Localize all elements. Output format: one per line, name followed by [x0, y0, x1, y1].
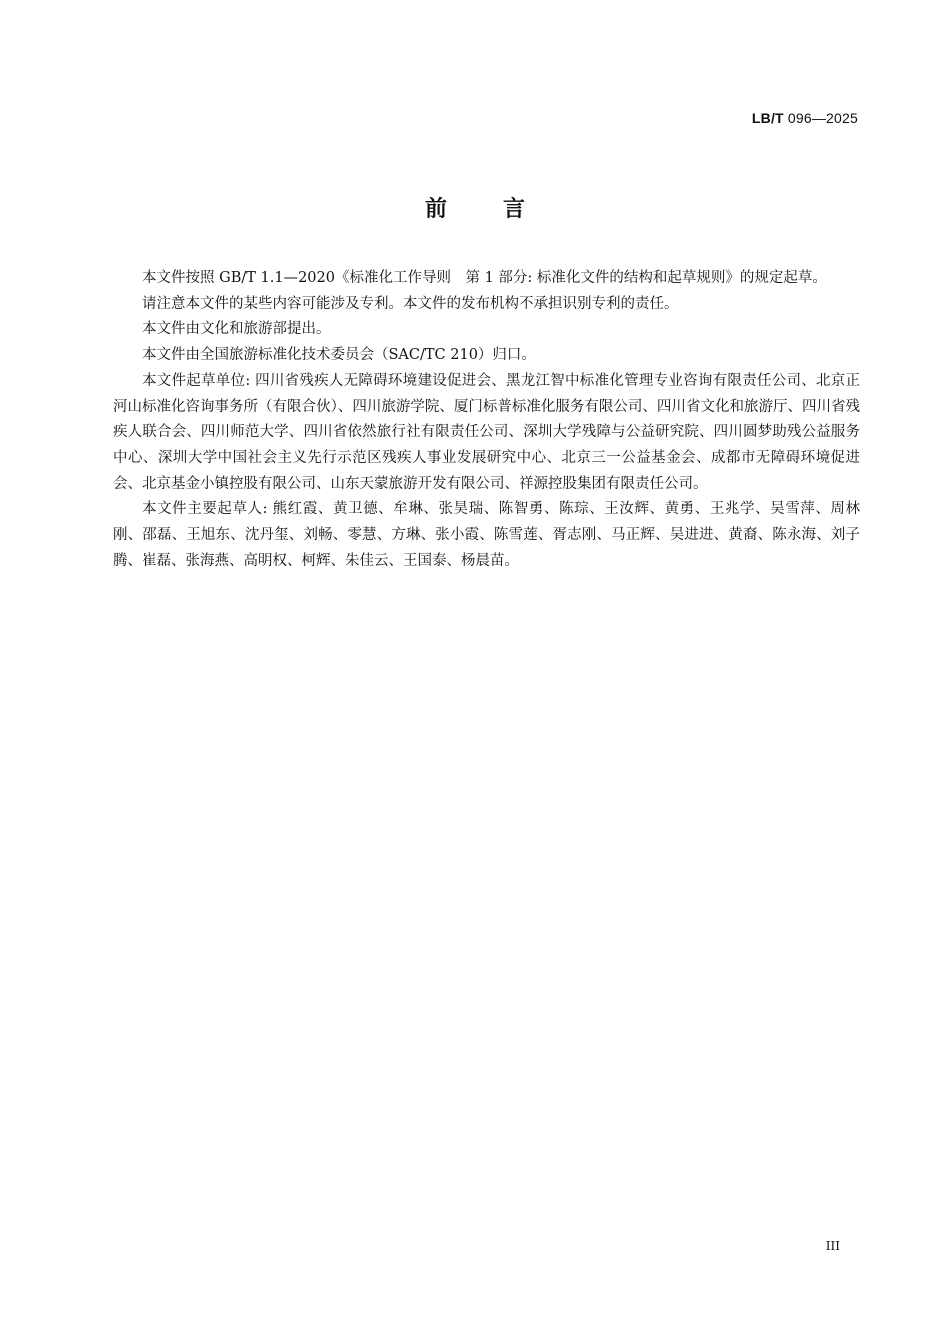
- document-code: [752, 110, 858, 126]
- document-code-number: 096—2025: [787, 110, 858, 126]
- document-code-prefix: LB/T: [751, 110, 784, 126]
- paragraph-committee: 本文件由全国旅游标准化技术委员会（SAC/TC 210）归口。: [142, 347, 536, 364]
- paragraph-proposer: 本文件由文化和旅游部提出。: [142, 321, 331, 338]
- page-title: 前言: [424, 197, 581, 222]
- paragraph-drafting-units: 本文件起草单位: 四川省残疾人无障碍环境建设促进会、黑龙江智中标准化管理专业咨询有限责任公司、北京正河山标准化咨询事务所（有限合伙）、四川旅游学院、厦门标普标准化服务有限公司、四川省文化和旅游厅、四川省残疾人联合会、四川师范大学、四川省依然旅行社有限责任公司、深圳大学残障与公益研究院、四川圆梦助残公益服务中心、深圳大学中国社会主义先行示范区残疾人事业发展研究中心、北京三一公益基金会、成都市无障碍环境促进会、北京基金小镇控股有限公司、山东天蒙旅游开发有限公司、祥源控股集团有限责任公司。: [113, 372, 860, 492]
- paragraph-drafting-rules: 本文件按照 GB/T 1.1—2020《标准化工作导则 第 1 部分: 标准化文件的结构和起草规则》的规定起草。: [142, 270, 827, 286]
- paragraph-patent-notice: 请注意本文件的某些内容可能涉及专利。本文件的发布机构不承担识别专利的责任。: [142, 295, 679, 312]
- paragraph-drafters: 本文件主要起草人: 熊红霞、黄卫德、牟琳、张昊瑞、陈智勇、陈琮、王汝辉、黄勇、王兆学、吴雪萍、周林刚、邵磊、王旭东、沈丹玺、刘畅、零慧、方琳、张小霞、陈雪莲、胥志刚、马正辉、吴进进、黄裔、陈永海、刘子腾、崔磊、张海燕、高明权、柯辉、朱佳云、王国泰、杨晨苗。: [113, 501, 860, 569]
- page-number: III: [825, 1239, 840, 1253]
- foreword-body: [113, 266, 860, 574]
